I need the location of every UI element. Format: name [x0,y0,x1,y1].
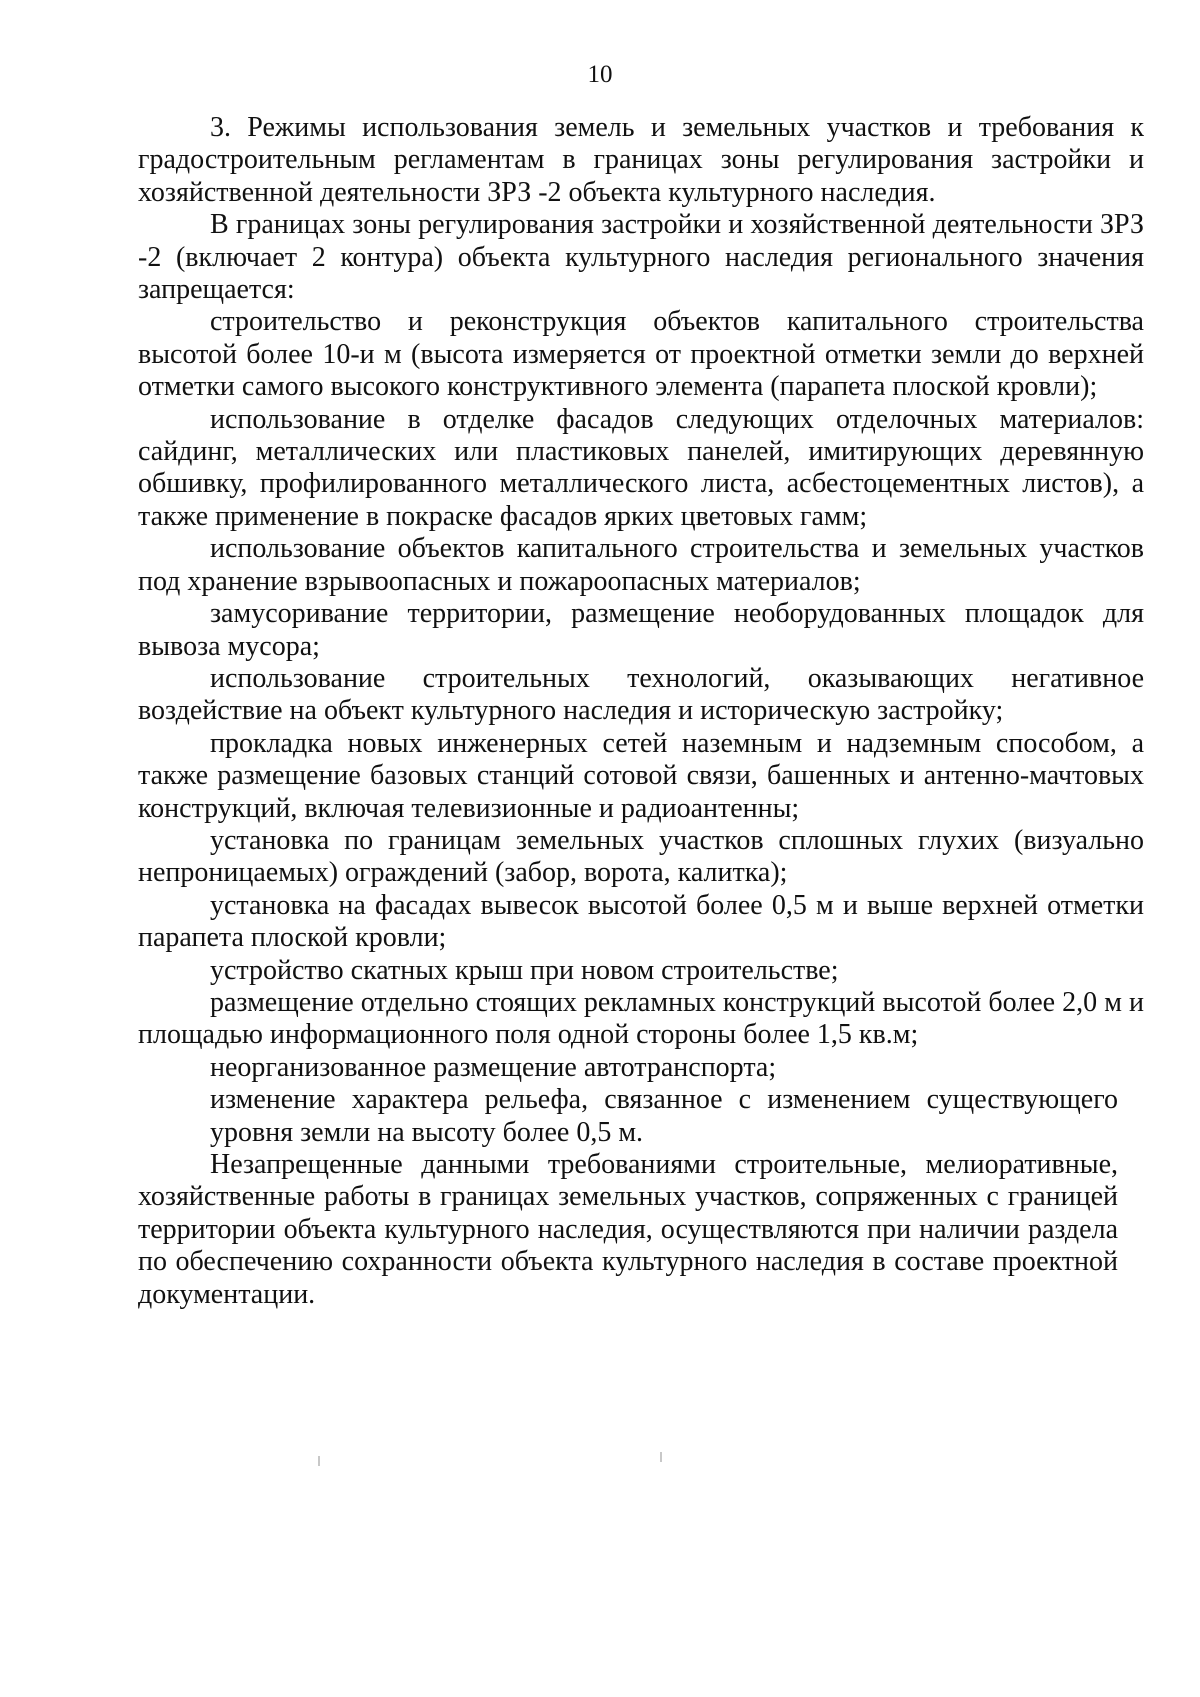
section-heading-paragraph: 3. Режимы использования земель и земельных участков и требования к градостроительным регламентам в границах зоны регулирования застройки и хозяйственной деятельности ЗРЗ -2 объекта культурного наследия. [138,112,1144,208]
scan-artifact [318,1456,320,1466]
document-body [138,112,1144,1311]
scan-artifact [660,1452,662,1462]
prohibition-item: использование объектов капитального строительства и земельных участков под хранение взрывоопасных и пожароопасных материалов; [138,533,1144,597]
prohibition-item: строительство и реконструкция объектов капитального строительства высотой более 10-и м (высота измеряется от проектной отметки земли до верхней отметки самого высокого конструктивного элемента (парапета плоской кровли); [138,306,1144,403]
closing-paragraph: Незапрещенные данными требованиями строительные, мелиоративные, хозяйственные работы в границах земельных участков, сопряженных с границей территории объекта культурного наследия, осуществляются при наличии раздела по обеспечению сохранности объекта культурного наследия в составе проектной документации. [138,1149,1118,1310]
prohibition-item: установка по границам земельных участков сплошных глухих (визуально непроницаемых) ограждений (забор, ворота, калитка); [138,824,1144,889]
prohibition-item: замусоривание территории, размещение необорудованных площадок для вывоза мусора; [138,598,1144,662]
prohibition-item: прокладка новых инженерных сетей наземным и надземным способом, а также размещение базовых станций сотовой связи, башенных и антенно-мачтовых конструкций, включая телевизионные и радиоантенны; [138,727,1144,824]
page-number: 10 [587,61,613,88]
prohibition-item: использование в отделке фасадов следующих отделочных материалов: сайдинг, металлических или пластиковых панелей, имитирующих деревянную обшивку, профилированного металлического листа, асбестоцементных листов), а также применение в покраске фасадов ярких цветовых гамм; [138,403,1144,532]
prohibition-item: размещение отдельно стоящих рекламных конструкций высотой более 2,0 м и площадью информационного поля одной стороны более 1,5 кв.м; [138,986,1144,1051]
prohibition-item: изменение характера рельефа, связанное с изменением существующего уровня земли на высоту более 0,5 м. [210,1084,1118,1148]
intro-paragraph: В границах зоны регулирования застройки и хозяйственной деятельности ЗРЗ -2 (включает 2 контура) объекта культурного наследия регионального значения запрещается: [138,209,1144,306]
prohibition-item: устройство скатных крыш при новом строительстве; [210,954,839,986]
prohibition-item: использование строительных технологий, оказывающих негативное воздействие на объект культурного наследия и историческую застройку; [138,662,1144,727]
prohibition-item: установка на фасадах вывесок высотой более 0,5 м и выше верхней отметки парапета плоской кровли; [138,889,1144,954]
prohibition-item: неорганизованное размещение автотранспорта; [210,1051,777,1083]
